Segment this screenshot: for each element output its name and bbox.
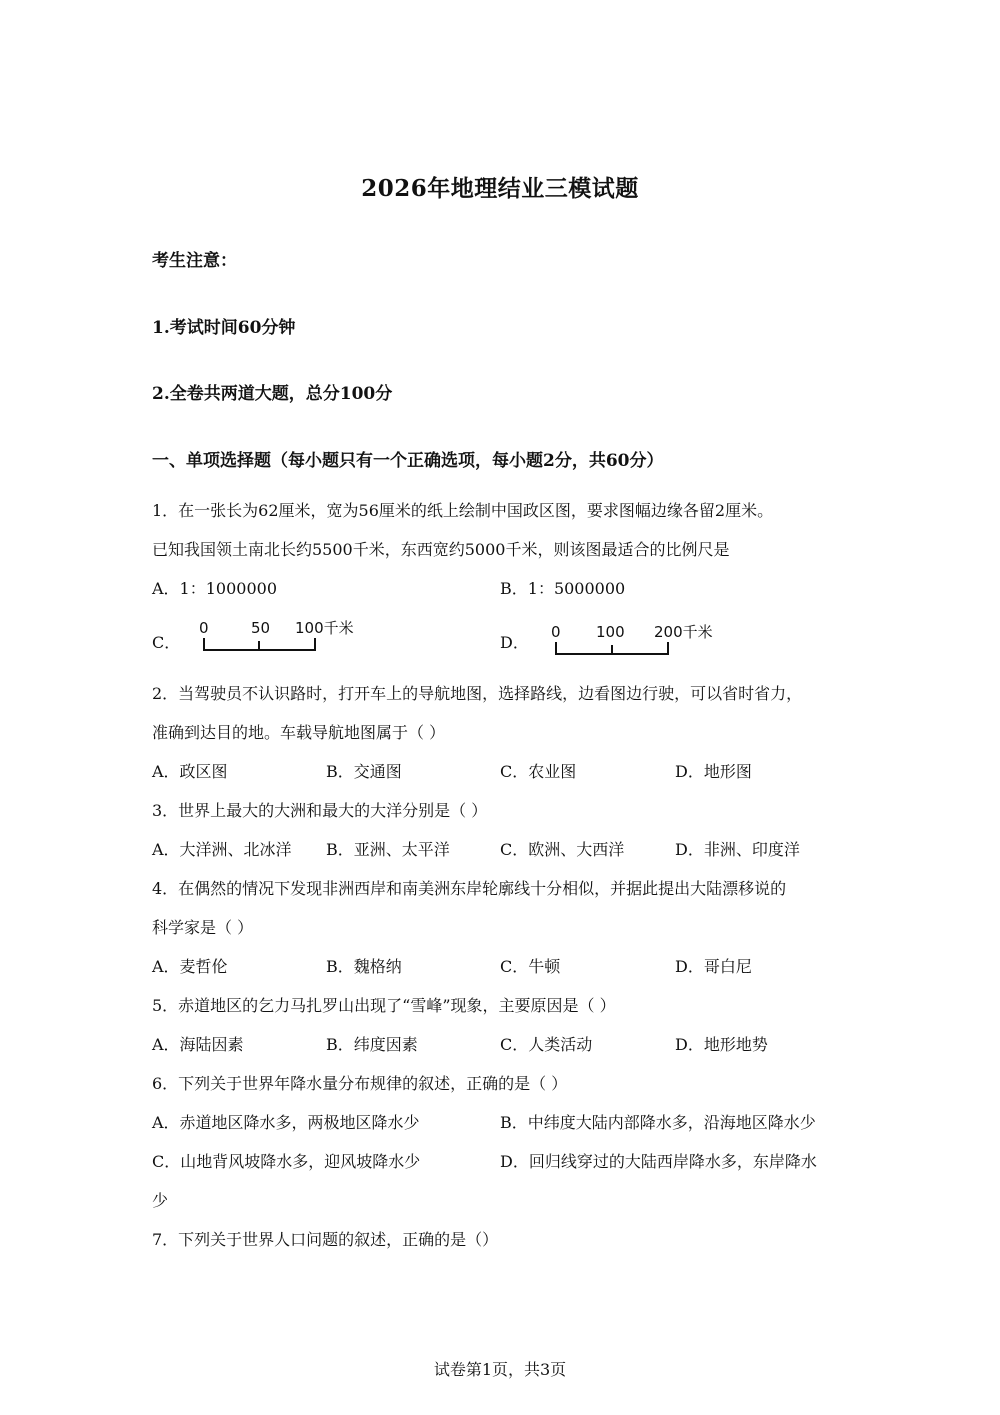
option-a: A．1：1000000 bbox=[152, 579, 277, 598]
question-text: 1．在一张长为62厘米，宽为56厘米的纸上绘制中国政区图，要求图幅边缘各留2厘米。 bbox=[152, 501, 774, 520]
option-a: A．政区图 bbox=[152, 762, 228, 781]
option-d: D．回归线穿过的大陆西岸降水多，东岸降水 bbox=[500, 1152, 817, 1171]
scale-bar-d bbox=[548, 620, 728, 660]
option-c: C．欧洲、大西洋 bbox=[500, 840, 625, 859]
option-b: B．亚洲、太平洋 bbox=[326, 840, 450, 859]
scale-tick-label: 100 bbox=[596, 623, 625, 641]
scale-bar-c bbox=[196, 616, 366, 656]
question-text: 科学家是（ ） bbox=[152, 918, 254, 937]
scale-tick-label: 0 bbox=[551, 623, 561, 641]
notice-item: 1.考试时间60分钟 bbox=[152, 318, 296, 338]
question-text: 6．下列关于世界年降水量分布规律的叙述，正确的是（ ） bbox=[152, 1074, 568, 1093]
question-text: 2．当驾驶员不认识路时，打开车上的导航地图，选择路线，边看图边行驶，可以省时省力， bbox=[152, 684, 803, 703]
notice-item: 2.全卷共两道大题，总分100分 bbox=[152, 384, 393, 404]
question-text: 已知我国领土南北长约5500千米，东西宽约5000千米，则该图最适合的比例尺是 bbox=[152, 540, 730, 559]
option-b: B．交通图 bbox=[326, 762, 402, 781]
option-b: B．纬度因素 bbox=[326, 1035, 418, 1054]
question-text: 7．下列关于世界人口问题的叙述，正确的是（） bbox=[152, 1230, 499, 1249]
notice-heading: 考生注意： bbox=[152, 251, 237, 271]
question-text: 4．在偶然的情况下发现非洲西岸和南美洲东岸轮廓线十分相似，并据此提出大陆漂移说的 bbox=[152, 879, 787, 898]
section-heading: 一、单项选择题（每小题只有一个正确选项，每小题2分，共60分） bbox=[152, 451, 664, 471]
option-c: C．山地背风坡降水多，迎风坡降水少 bbox=[152, 1152, 421, 1171]
question-text: 准确到达目的地。车载导航地图属于（ ） bbox=[152, 723, 446, 742]
option-b: B．魏格纳 bbox=[326, 957, 402, 976]
option-b: B．1：5000000 bbox=[500, 579, 626, 598]
option-d-continuation: 少 bbox=[152, 1191, 169, 1210]
option-d: D． bbox=[500, 633, 529, 652]
scale-tick-label: 100千米 bbox=[295, 619, 354, 637]
option-a: A．大洋洲、北冰洋 bbox=[152, 840, 292, 859]
page-footer: 试卷第1页，共3页 bbox=[433, 1360, 567, 1379]
option-a: A．麦哲伦 bbox=[152, 957, 228, 976]
option-a: A．海陆因素 bbox=[152, 1035, 244, 1054]
option-d: D．非洲、印度洋 bbox=[675, 840, 800, 859]
option-c: C．农业图 bbox=[500, 762, 577, 781]
scale-tick-label: 50 bbox=[251, 619, 271, 637]
option-d: D．哥白尼 bbox=[675, 957, 752, 976]
option-c: C．人类活动 bbox=[500, 1035, 593, 1054]
option-c: C． bbox=[152, 633, 181, 652]
option-c: C．牛顿 bbox=[500, 957, 561, 976]
option-a: A．赤道地区降水多，两极地区降水少 bbox=[152, 1113, 420, 1132]
option-b: B．中纬度大陆内部降水多，沿海地区降水少 bbox=[500, 1113, 816, 1132]
page-title: 2026年地理结业三模试题 bbox=[361, 175, 639, 202]
question-text: 5．赤道地区的乞力马扎罗山出现了“雪峰”现象，主要原因是（ ） bbox=[152, 996, 616, 1015]
scale-tick-label: 0 bbox=[199, 619, 209, 637]
question-text: 3．世界上最大的大洲和最大的大洋分别是（ ） bbox=[152, 801, 488, 820]
scale-tick-label: 200千米 bbox=[654, 623, 713, 641]
option-d: D．地形图 bbox=[675, 762, 752, 781]
option-d: D．地形地势 bbox=[675, 1035, 768, 1054]
